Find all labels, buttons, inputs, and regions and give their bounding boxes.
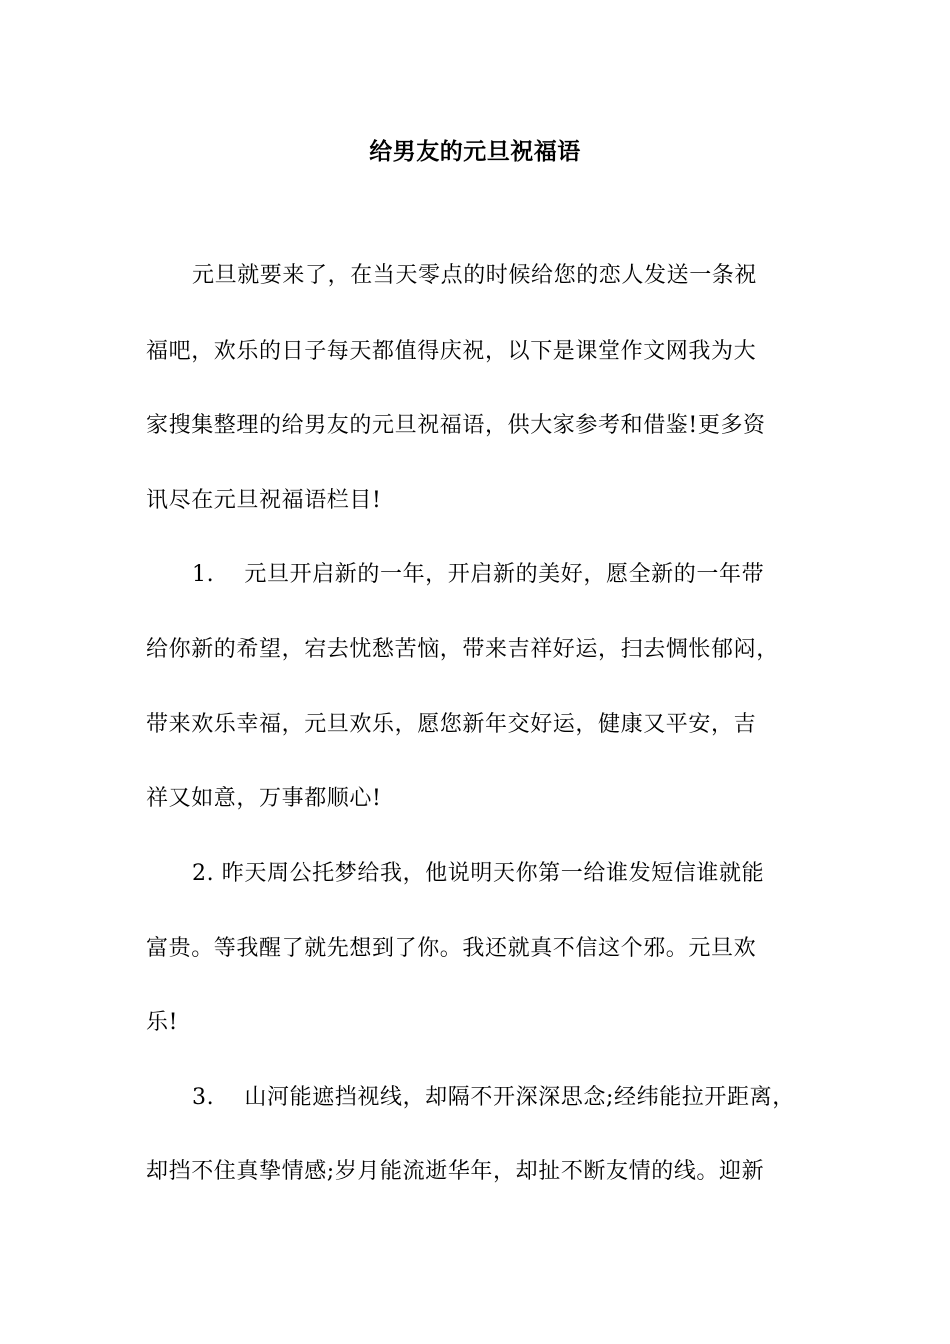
document-title: 给男友的元旦祝福语 xyxy=(369,138,581,165)
paragraph-line: 3. 山河能遮挡视线，却隔不开深深思念;经纬能拉开距离， xyxy=(192,1085,795,1110)
paragraph-line: 祥又如意，万事都顺心! xyxy=(146,786,382,811)
paragraph-line: 讯尽在元旦祝福语栏目! xyxy=(146,488,382,513)
paragraph-line: 富贵。等我醒了就先想到了你。我还就真不信这个邪。元旦欢 xyxy=(146,936,757,961)
paragraph-line: 2. 昨天周公托梦给我，他说明天你第一给谁发短信谁就能 xyxy=(192,861,765,886)
paragraph-line: 1. 元旦开启新的一年，开启新的美好，愿全新的一年带 xyxy=(192,562,765,587)
paragraph-line: 家搜集整理的给男友的元旦祝福语，供大家参考和借鉴!更多资 xyxy=(146,413,766,438)
paragraph-line: 乐! xyxy=(146,1010,179,1035)
paragraph-line: 元旦就要来了，在当天零点的时候给您的恋人发送一条祝 xyxy=(192,263,758,288)
paragraph-line: 福吧，欢乐的日子每天都值得庆祝，以下是课堂作文网我为大 xyxy=(146,339,757,364)
paragraph-line: 带来欢乐幸福，元旦欢乐，愿您新年交好运，健康又平安，吉 xyxy=(146,712,757,737)
paragraph-line: 给你新的希望，宕去忧愁苦恼，带来吉祥好运，扫去惆怅郁闷， xyxy=(146,637,779,662)
paragraph-line: 却挡不住真挚情感;岁月能流逝华年，却扯不断友情的线。迎新 xyxy=(146,1159,765,1184)
